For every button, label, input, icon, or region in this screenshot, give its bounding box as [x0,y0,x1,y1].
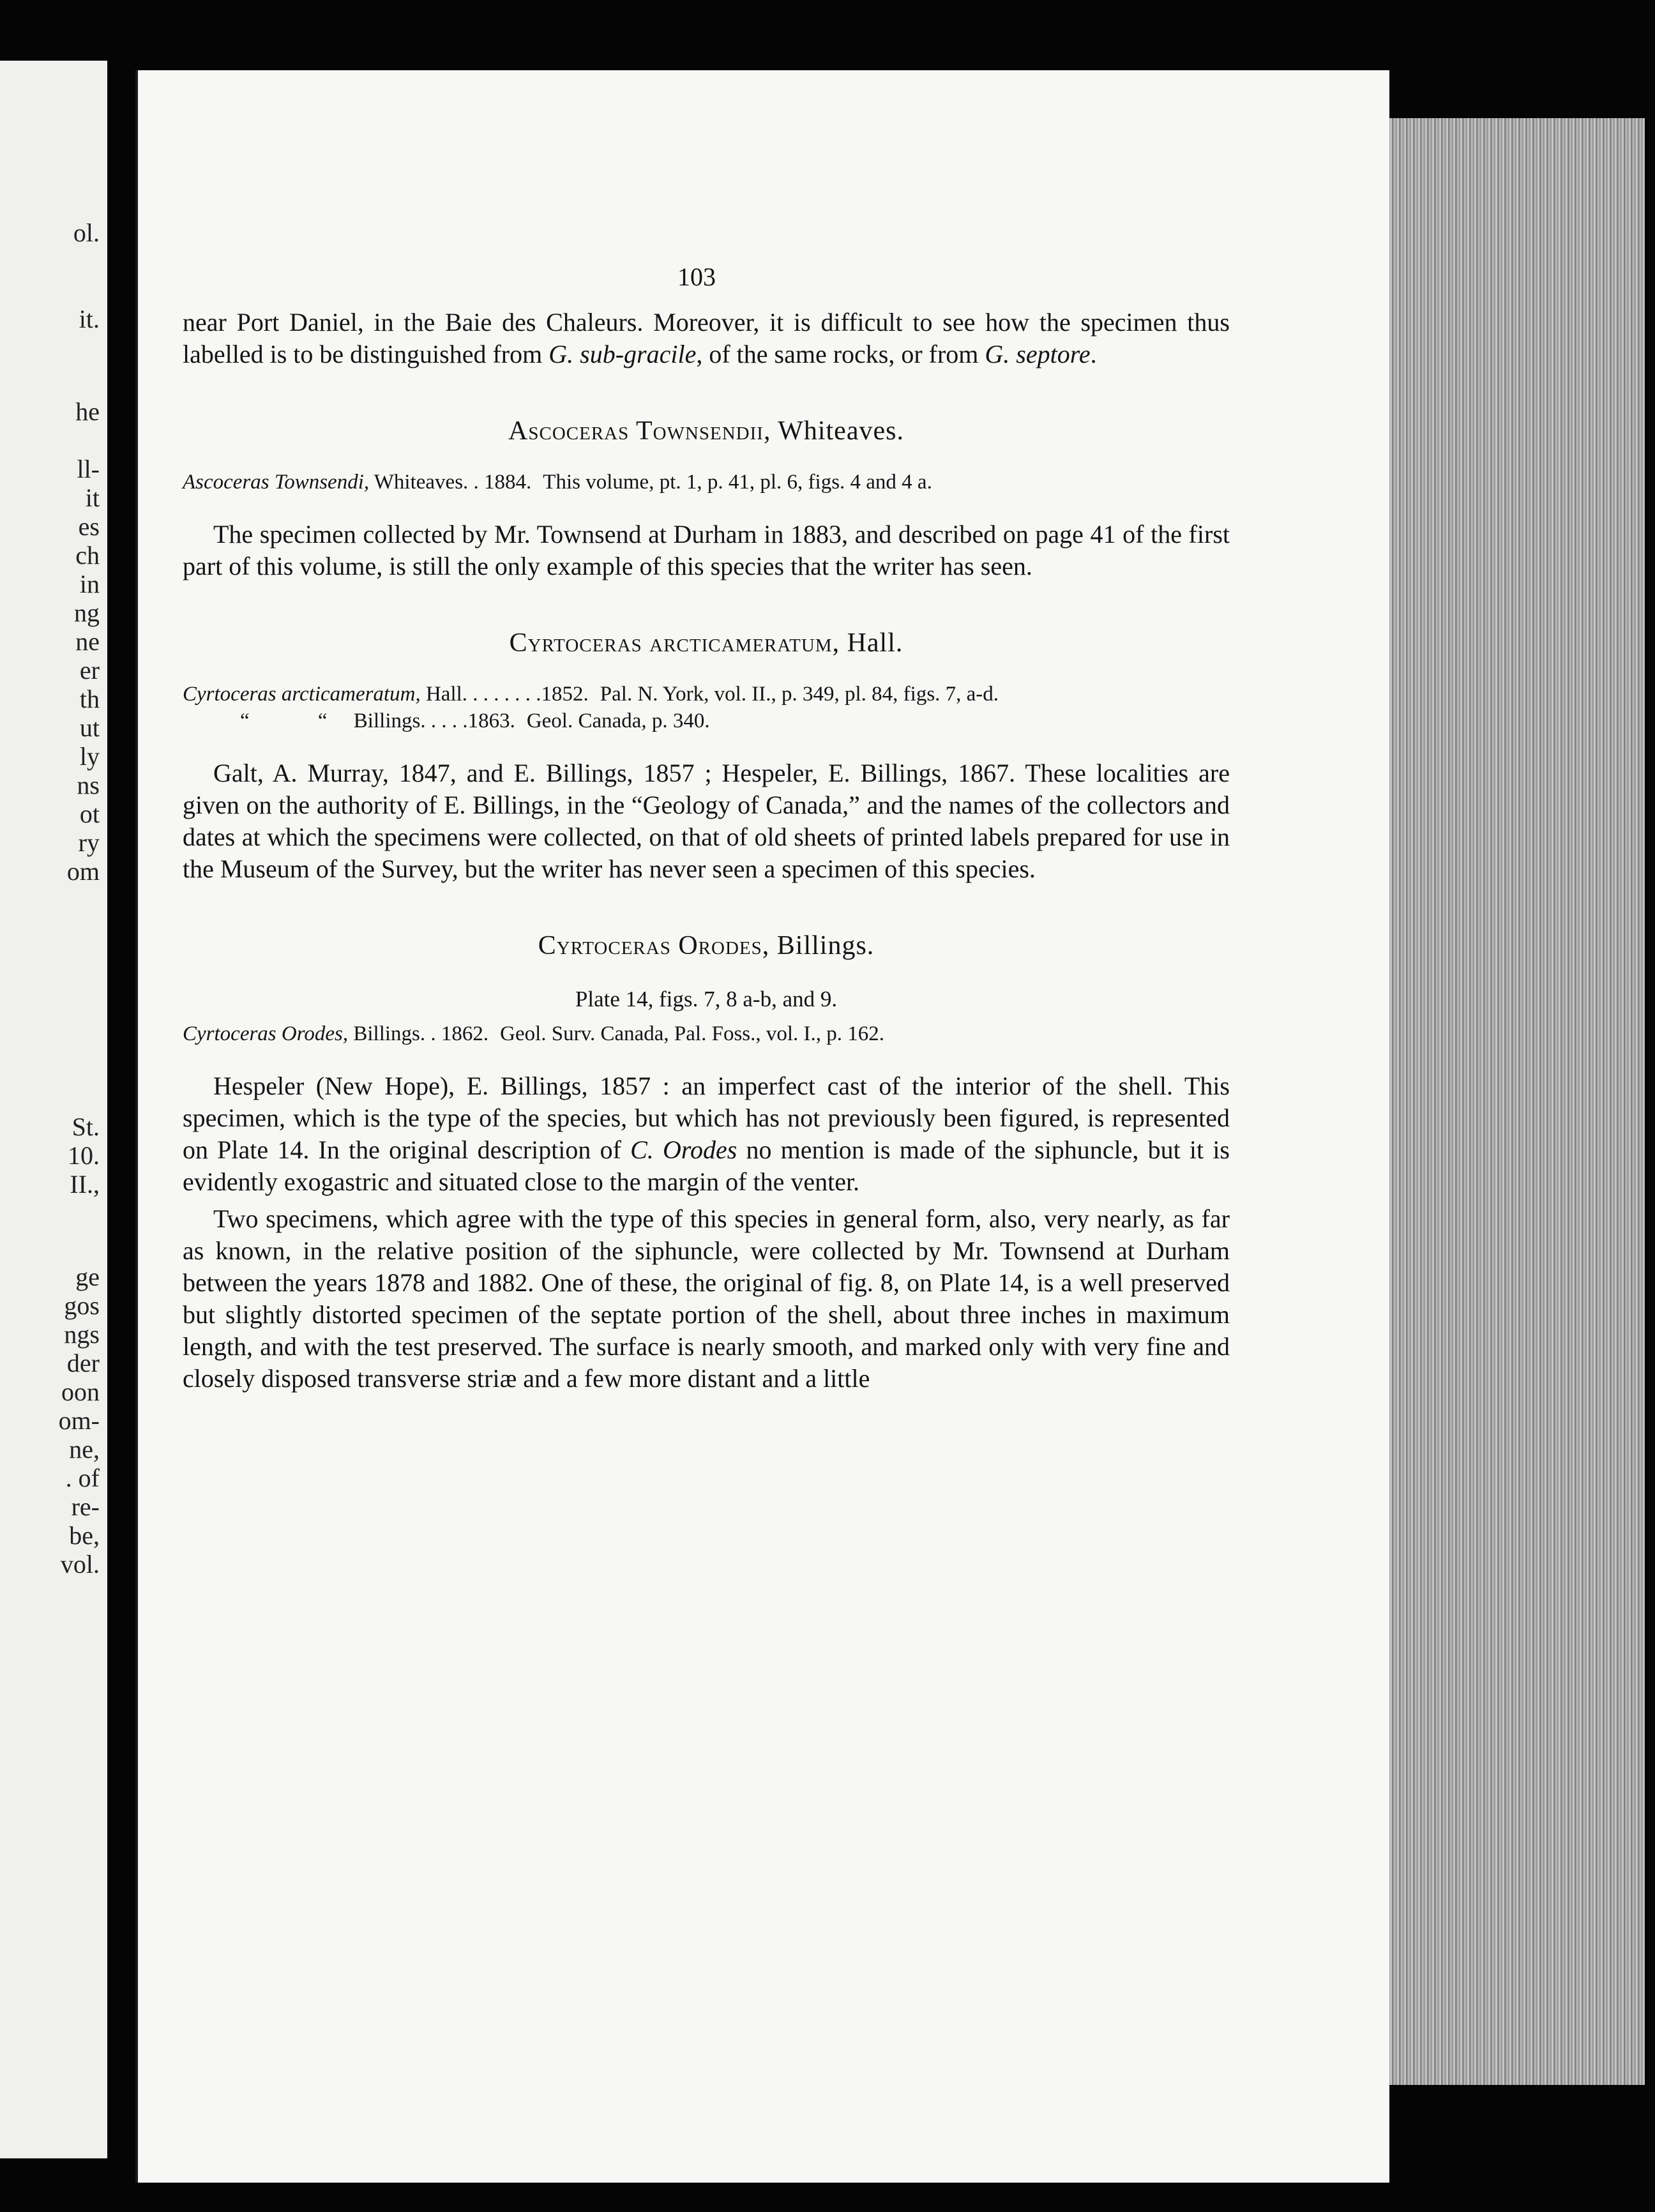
left-page-text-fragment: ne [75,627,100,656]
left-page-text-fragment: St. [72,1112,100,1141]
page-edges [1386,118,1645,2085]
main-page [135,70,1389,2183]
synonym-entry: Ascoceras Townsendi, Whiteaves. . 1884. This volume, pt. 1, p. 41, pl. 6, figs. 4 and 4 a. [183,471,932,494]
left-page-text-fragment: er [79,656,100,685]
left-page-text-fragment: ng [74,598,100,627]
left-page-text-fragment: es [78,512,100,541]
synonymy-orodes [183,1020,1230,1047]
left-page-text-fragment: om- [58,1406,100,1435]
left-page-text-fragment: it [85,483,100,512]
left-page-text-fragment: it. [79,305,100,333]
section-heading-cyrtoceras-arcticameratum: Cyrtoceras arcticameratum, Hall. [509,628,903,658]
left-page-text-fragment: ch [75,541,100,570]
left-page-text-fragment: ne, [69,1435,100,1464]
left-page-text-fragment: ns [77,771,100,799]
left-page-text-fragment: ngs [64,1320,100,1349]
paragraph-arcticameratum: Galt, A. Murray, 1847, and E. Billings, 1857 ; Hespeler, E. Billings, 1867. These localities are given on the authority of E. Billings, in the “Geology of Canada,” and the names of the collectors and dates at which the specimens were collected, on that of old sheets of printed labels prepared for use in the Museum of the Survey, but the writer has never seen a specimen of this species. [183,759,1230,883]
left-page-text-fragment: th [79,685,100,713]
synonym-entry: Cyrtoceras arcticameratum, Hall. . . . . . . .1852. Pal. N. York, vol. II., p. 349, pl. 84, figs. 7, a-d. [183,683,999,706]
left-page-text-fragment: ut [79,713,100,742]
intro-paragraph: near Port Daniel, in the Baie des Chaleurs. Moreover, it is difficult to see how the specimen thus labelled is to be distinguished from G. sub-gracile, of the same rocks, or from G. septore. [183,308,1230,368]
left-page-text-fragment: ll- [77,455,100,483]
left-facing-page [0,61,107,2158]
left-page-text-fragment: oon [61,1377,100,1406]
left-page-text-fragment: be, [69,1521,100,1550]
left-page-text-fragment: om [66,857,100,886]
paragraph-ascoceras: The specimen collected by Mr. Townsend at Durham in 1883, and described on page 41 of the first part of this volume, is still the only example of this species that the writer has seen. [183,520,1230,580]
synonymy-arcticameratum [183,681,1230,734]
left-page-text-fragment: ot [79,799,100,828]
synonym-entry: Cyrtoceras Orodes, Billings. . 1862. Geol. Surv. Canada, Pal. Foss., vol. I., p. 162. [183,1022,885,1045]
left-page-text-fragment: ol. [73,218,100,247]
left-page-text-fragment: der [66,1349,100,1377]
paragraph-orodes-2: Two specimens, which agree with the type of this species in general form, also, very nearly, as far as known, in the relative position of the siphuncle, were collected by Mr. Townsend at Durham between the years 1878 and 1882. One of these, the original of fig. 8, on Plate 14, is a well preserved but slightly distorted specimen of the septate portion of the shell, about three inches in maximum length, and with the test preserved. The surface is nearly smooth, and marked only with very fine and closely disposed transverse striæ and a few more distant and a little [183,1204,1230,1393]
section-heading-ascoceras: Ascoceras Townsendii, Whiteaves. [508,416,904,446]
left-page-text-fragment: . of [65,1464,100,1492]
synonym-entry: “ “ Billings. . . . .1863. Geol. Canada, p. 340. [240,709,710,732]
left-page-text-fragment: ry [78,828,100,857]
page-content [183,307,1230,1395]
page-number: 103 [677,262,716,291]
left-page-text-fragment: vol. [60,1550,100,1579]
left-page-text-fragment: gos [64,1291,100,1320]
left-page-text-fragment: he [75,397,100,426]
section-heading-cyrtoceras-orodes: Cyrtoceras Orodes, Billings. [538,931,875,960]
left-page-text-fragment: 10. [68,1141,100,1170]
plate-reference: Plate 14, figs. 7, 8 a-b, and 9. [575,987,838,1011]
left-page-text-fragment: ly [79,742,100,771]
synonymy-ascoceras [183,469,1230,496]
left-page-text-fragment: re- [71,1492,100,1521]
left-page-text-fragment: ge [75,1262,100,1291]
paragraph-orodes-1: Hespeler (New Hope), E. Billings, 1857 : an imperfect cast of the interior of the shell. This specimen, which is the type of the species, but which has not previously been figured, is represented on Plate 14. In the original description of C. Orodes no mention is made of the siphuncle, but it is evidently exogastric and situated close to the margin of the venter. [183,1072,1230,1196]
left-page-text-fragment: II., [70,1170,100,1199]
left-page-text-fragment: in [79,570,100,598]
